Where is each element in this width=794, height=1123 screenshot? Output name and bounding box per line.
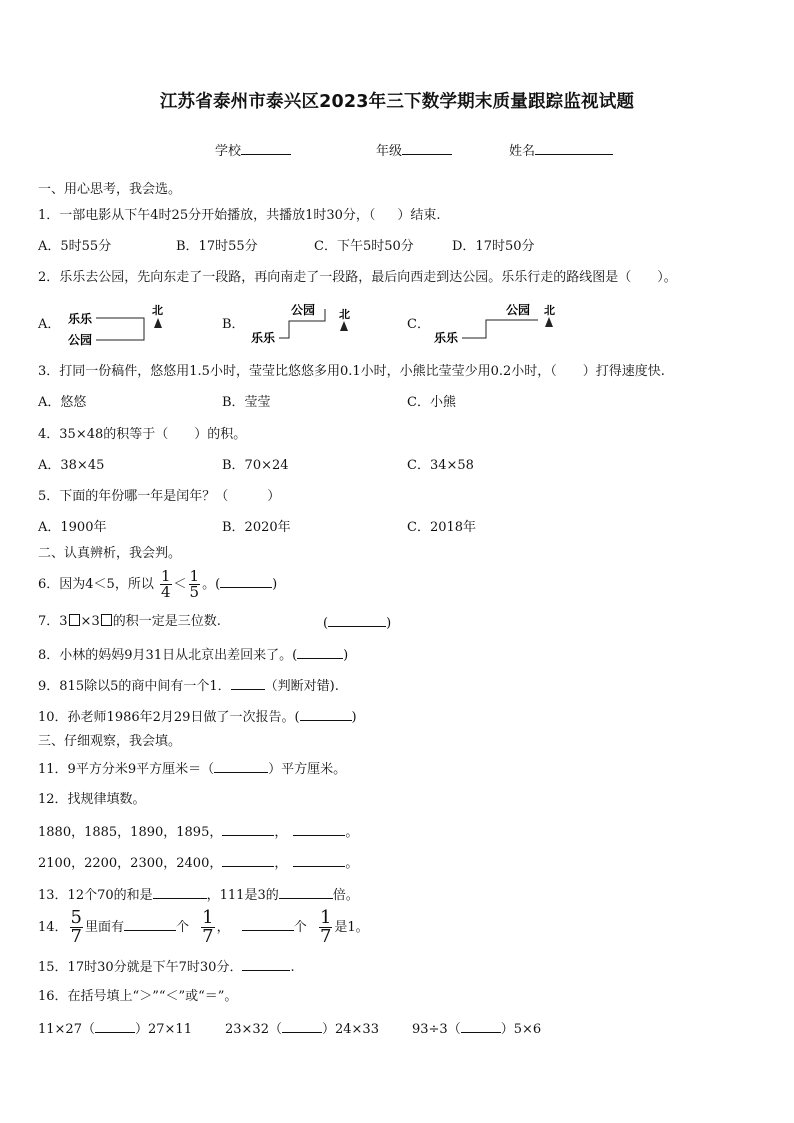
section-1-heading: 一、用心思考，我会选。	[38, 182, 182, 197]
q14-text: 里面有	[85, 920, 125, 935]
q15-text-end: .	[290, 960, 295, 975]
grade-field	[376, 140, 452, 159]
route-c-path	[462, 320, 538, 338]
section-3-heading: 三、仔细观察，我会填。	[38, 734, 182, 749]
q10-answer-blank[interactable]	[300, 707, 352, 721]
q16-e1-right: ）27×11	[134, 1022, 192, 1037]
q7-answer-blank[interactable]	[328, 613, 386, 627]
question-5: 5．下面的年份哪一年是闰年？（ ）	[38, 489, 281, 504]
q7-text: 7．3	[38, 614, 68, 629]
q12-row2-sep: ，	[274, 856, 288, 871]
q14-number: 14．	[38, 920, 68, 935]
q14-unit-2: 个	[293, 920, 307, 935]
q12-sequence-2	[38, 853, 358, 873]
q4-option-c[interactable]: C．34×58	[407, 458, 474, 473]
q14-unit-1: 个	[176, 920, 190, 935]
name-label: 姓名	[509, 144, 536, 159]
question-4: 4．35×48的积等于（ ）的积。	[38, 427, 247, 442]
route-a-path	[96, 318, 144, 340]
q13-text-end: 倍。	[332, 888, 359, 903]
q5-option-a[interactable]: A．1900年	[38, 520, 107, 535]
school-label: 学校	[215, 144, 242, 159]
q4-option-a[interactable]: A．38×45	[38, 458, 105, 473]
north-arrow-icon	[545, 317, 553, 327]
route-b-north-label: 北	[339, 308, 350, 321]
q12-row2-blank-2[interactable]	[293, 853, 345, 867]
q12-row2-end: 。	[345, 856, 359, 871]
digit-box	[69, 614, 80, 626]
north-arrow-icon	[340, 321, 348, 331]
q11-text-end: ）平方厘米。	[268, 762, 347, 777]
q12-row1-blank-2[interactable]	[293, 822, 345, 836]
q9-answer-blank[interactable]	[231, 676, 265, 690]
q6-answer-blank[interactable]	[220, 574, 272, 588]
q14-answer-blank-1[interactable]	[124, 917, 176, 931]
q8-text: 8．小林的妈妈9月31日从北京出差回来了。(	[38, 648, 298, 663]
fraction-one-seventh: $\frac{1}{7}$	[319, 907, 332, 947]
question-7	[38, 613, 221, 631]
fraction-one-seventh: $\frac{1}{7}$	[202, 907, 214, 947]
q1-text-end: ）结束.	[397, 208, 441, 223]
question-15	[38, 957, 295, 977]
q13-text: 13．12个70的和是	[38, 888, 153, 903]
q9-text: 9．815除以5的商中间有一个1．	[38, 679, 231, 694]
question-13	[38, 885, 359, 905]
q5-option-b[interactable]: B．2020年	[222, 520, 291, 535]
question-10	[38, 707, 357, 727]
q13-answer-blank-1[interactable]	[153, 885, 207, 899]
digit-box	[101, 614, 112, 626]
q3-option-b[interactable]: B．莹莹	[222, 395, 271, 410]
q16-e1-left: 11×27（	[38, 1022, 95, 1037]
q4-option-b[interactable]: B．70×24	[222, 458, 289, 473]
q12-row1-blank-1[interactable]	[222, 822, 274, 836]
q11-answer-blank[interactable]	[214, 759, 268, 773]
route-a-north-label: 北	[152, 304, 163, 317]
question-9	[38, 676, 339, 696]
q7-close-paren: )	[386, 616, 392, 631]
q2-option-c[interactable]: C．	[407, 317, 430, 332]
north-arrow-icon	[154, 318, 162, 328]
q8-answer-blank[interactable]	[297, 645, 343, 659]
section-2-heading: 二、认真辨析，我会判。	[38, 546, 182, 561]
q16-e3-blank[interactable]	[461, 1019, 501, 1033]
q13-answer-blank-2[interactable]	[279, 885, 333, 899]
q6-text-end: 。(	[202, 577, 221, 592]
fraction-one-quarter: $\frac{1}{4}$	[160, 567, 171, 601]
q1-option-d[interactable]: D．17时50分	[452, 239, 535, 254]
q3-option-c[interactable]: C．小熊	[407, 395, 456, 410]
q2-option-a[interactable]: A．	[38, 317, 61, 332]
q2-option-b[interactable]: B．	[222, 317, 245, 332]
q12-row2-values: 2100，2200，2300，2400，	[38, 856, 223, 871]
name-blank[interactable]	[535, 141, 613, 155]
route-b-start-label: 乐乐	[251, 331, 276, 345]
route-c-park-label: 公园	[506, 303, 531, 317]
q9-text-end: （判断对错).	[264, 679, 339, 694]
q2-route-diagram-a	[66, 302, 168, 348]
q7-open-paren: (	[323, 616, 329, 631]
q5-option-c[interactable]: C．2018年	[407, 520, 477, 535]
question-1	[38, 207, 441, 225]
grade-blank[interactable]	[402, 141, 452, 155]
q15-answer-blank[interactable]	[242, 957, 290, 971]
q10-text: 10．孙老师1986年2月29日做了一次报告。(	[38, 710, 300, 725]
route-b-park-label: 公园	[291, 303, 316, 317]
q1-text: 1．一部电影从下午4时25分开始播放，共播放1时30分，（	[38, 208, 376, 223]
q14-comma: ，	[216, 920, 230, 935]
q1-option-a[interactable]: A．5时55分	[38, 239, 112, 254]
q16-e2-left: 23×32（	[225, 1022, 282, 1037]
grade-label: 年级	[376, 144, 403, 159]
q14-answer-blank-2[interactable]	[242, 917, 294, 931]
route-c-north-label: 北	[544, 304, 555, 317]
q7-text-end: 的积一定是三位数.	[112, 614, 221, 629]
question-6	[38, 568, 277, 602]
question-12: 12．找规律填数。	[38, 792, 146, 807]
q12-row1-values: 1880，1885，1890，1895，	[38, 825, 223, 840]
q16-e2-blank[interactable]	[282, 1019, 322, 1033]
q12-sequence-1	[38, 822, 358, 842]
q8-close-paren: )	[343, 648, 349, 663]
q6-text: 6．因为4＜5，所以	[38, 577, 154, 592]
question-3: 3．打同一份稿件，悠悠用1.5小时，莹莹比悠悠多用0.1小时，小熊比莹莹少用0.2小时，（ ）打得速度快.	[38, 364, 665, 379]
q2-route-diagram-c	[432, 298, 572, 348]
route-c-start-label: 乐乐	[434, 331, 459, 345]
q16-expression-3	[412, 1019, 541, 1039]
q12-row2-blank-1[interactable]	[222, 853, 274, 867]
q15-text: 15．17时30分就是下午7时30分．	[38, 960, 243, 975]
q6-close-paren: )	[272, 577, 278, 592]
q16-e3-right: ）5×6	[500, 1022, 542, 1037]
q16-expression-1	[38, 1019, 192, 1039]
q10-close-paren: )	[351, 710, 357, 725]
page-title: 江苏省泰州市泰兴区2023年三下数学期末质量跟踪监视试题	[159, 92, 635, 112]
route-a-start-label: 乐乐	[68, 312, 93, 326]
q1-option-b[interactable]: B．17时55分	[176, 239, 258, 254]
question-8	[38, 645, 348, 665]
q13-text-mid: ，111是3的	[206, 888, 279, 903]
q16-e2-right: ）24×33	[321, 1022, 379, 1037]
q6-less-than: ＜	[173, 577, 187, 592]
question-14	[38, 908, 369, 948]
q14-text-end: 是1。	[334, 920, 369, 935]
q3-option-a[interactable]: A．悠悠	[38, 395, 87, 410]
question-16: 16．在括号填上“＞”“＜”或“＝”。	[38, 989, 238, 1004]
q7-answer	[323, 613, 391, 633]
question-11	[38, 759, 346, 779]
q16-e3-left: 93÷3（	[412, 1022, 461, 1037]
q11-text: 11．9平方分米9平方厘米＝（	[38, 762, 215, 777]
q7-text-mid: ×3	[80, 614, 100, 629]
school-field	[215, 140, 291, 159]
fraction-five-sevenths: $\frac{5}{7}$	[70, 907, 82, 947]
q12-row1-end: 。	[345, 825, 359, 840]
q16-e1-blank[interactable]	[95, 1019, 135, 1033]
name-field	[509, 140, 613, 159]
q2-route-diagram-b	[249, 300, 361, 348]
q16-expression-2	[225, 1019, 379, 1039]
fraction-one-fifth: $\frac{1}{5}$	[189, 567, 200, 601]
q1-option-c[interactable]: C．下午5时50分	[314, 239, 414, 254]
q12-row1-sep: ，	[274, 825, 288, 840]
school-blank[interactable]	[241, 141, 291, 155]
route-a-park-label: 公园	[68, 333, 93, 347]
question-2: 2．乐乐去公园，先向东走了一段路，再向南走了一段路，最后向西走到达公园。乐乐行走的路线图是（ ）。	[38, 270, 677, 285]
